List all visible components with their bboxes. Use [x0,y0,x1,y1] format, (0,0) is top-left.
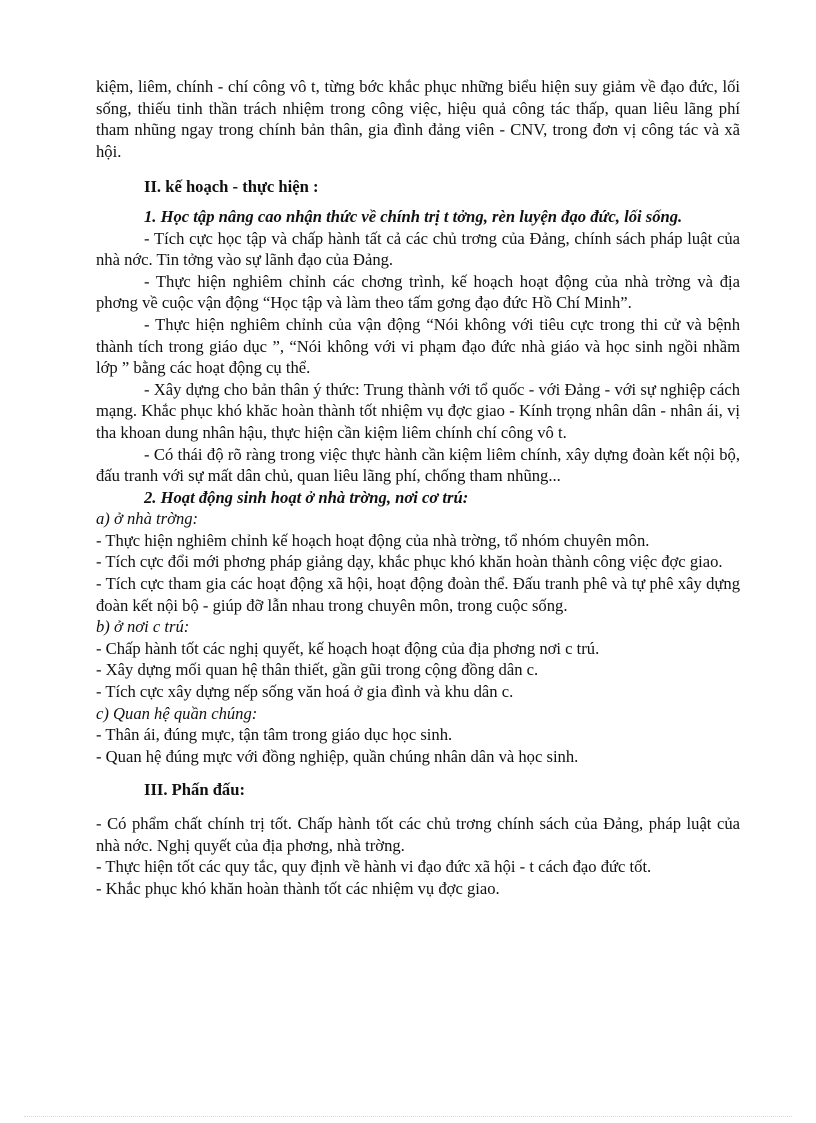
list-item: - Thân ái, đúng mực, tận tâm trong giáo dục học sinh. [96,725,453,745]
list-item: - Có phẩm chất chính trị tốt. Chấp hành tốt các chủ trơng chính sách của Đảng, pháp luật của nhà nớc. Nghị quyết của địa phơng, nhà trờng. [96,814,740,855]
subsection-2-heading: 2. Hoạt động sinh hoạt ở nhà trờng, nơi cơ trú: [144,487,469,507]
subsection-c-label: c) Quan hệ quần chúng: [96,703,258,723]
list-item: - Khắc phục khó khăn hoàn thành tốt các nhiệm vụ đợc giao. [96,878,500,898]
intro-paragraph: kiệm, liêm, chính - chí công vô t, từng bớc khắc phục những biểu hiện suy giảm về đạo đức, lối sống, thiếu tinh thần trách nhiệm trong công việc, hiệu quả công tác thấp, quan liêu lãng phí tham nhũng ngay trong chính bản thân, gia đình đảng viên - CNV, trong đơn vị công tác và xã hội. [96,77,740,161]
paragraph: - Có thái độ rõ ràng trong việc thực hành cần kiệm liêm chính, xây dựng đoàn kết nội bộ, đấu tranh với sự mất dân chủ, quan liêu lãng phí, chống tham nhũng... [96,444,740,486]
list-item: - Thực hiện tốt các quy tắc, quy định về hành vi đạo đức xã hội - t cách đạo đức tốt. [96,857,652,877]
paragraph: - Thực hiện nghiêm chỉnh của vận động “Nói không với tiêu cực trong thi cử và bệnh thành tích trong giáo dục ”, “Nói không với vi phạm đạo đức nhà giáo và học sinh ngồi nhầm lớp ” bằng các hoạt động cụ thể. [96,314,740,378]
section-3-heading: III. Phấn đấu: [144,780,245,800]
subsection-b-label: b) ở nơi c trú: [96,617,190,637]
paragraph: - Tích cực học tập và chấp hành tất cả các chủ trơng của Đảng, chính sách pháp luật của nhà nớc. Tin tởng vào sự lãnh đạo của Đảng. [96,228,740,270]
paragraph: - Xây dựng cho bản thân ý thức: Trung thành với tổ quốc - với Đảng - với sự nghiệp cách mạng. Khắc phục khó khăc hoàn thành tốt nhiệm vụ đợc giao - Kính trọng nhân dân - nhân ái, vị tha khoan dung nhân hậu, thực hiện cần kiệm liêm chính chí công vô t. [96,379,740,442]
list-item: - Thực hiện nghiêm chỉnh kế hoạch hoạt động của nhà trờng, tổ nhóm chuyên môn. [96,530,650,550]
page-bottom-divider [24,1116,792,1117]
list-item: - Tích cực tham gia các hoạt động xã hội, hoạt động đoàn thể. Đấu tranh phê và tự phê xây dựng đoàn kết nội bộ - giúp đỡ lẫn nhau trong chuyên môn, trong cuộc sống. [96,574,740,615]
subsection-1-heading: 1. Học tập nâng cao nhận thức về chính trị t tởng, rèn luyện đạo đức, lối sống. [144,206,683,226]
list-item: - Quan hệ đúng mực với đồng nghiệp, quần chúng nhân dân và học sinh. [96,746,579,766]
paragraph: - Thực hiện nghiêm chỉnh các chơng trình, kế hoạch hoạt động của nhà trờng và địa phơng về cuộc vận động “Học tập và làm theo tấm gơng đạo đức Hồ Chí Minh”. [96,271,740,313]
subsection-a-label: a) ở nhà trờng: [96,509,199,529]
list-item: - Xây dựng mối quan hệ thân thiết, gần gũi trong cộng đồng dân c. [96,660,539,680]
list-item: - Chấp hành tốt các nghị quyết, kế hoạch hoạt động của địa phơng nơi c trú. [96,638,600,658]
section-2-heading: II. kế hoạch - thực hiện : [144,177,319,197]
document-page [96,76,740,899]
list-item: - Tích cực đổi mới phơng pháp giảng dạy, khắc phục khó khăn hoàn thành công việc đợc giao. [96,552,723,572]
list-item: - Tích cực xây dựng nếp sống văn hoá ở gia đình và khu dân c. [96,682,514,702]
